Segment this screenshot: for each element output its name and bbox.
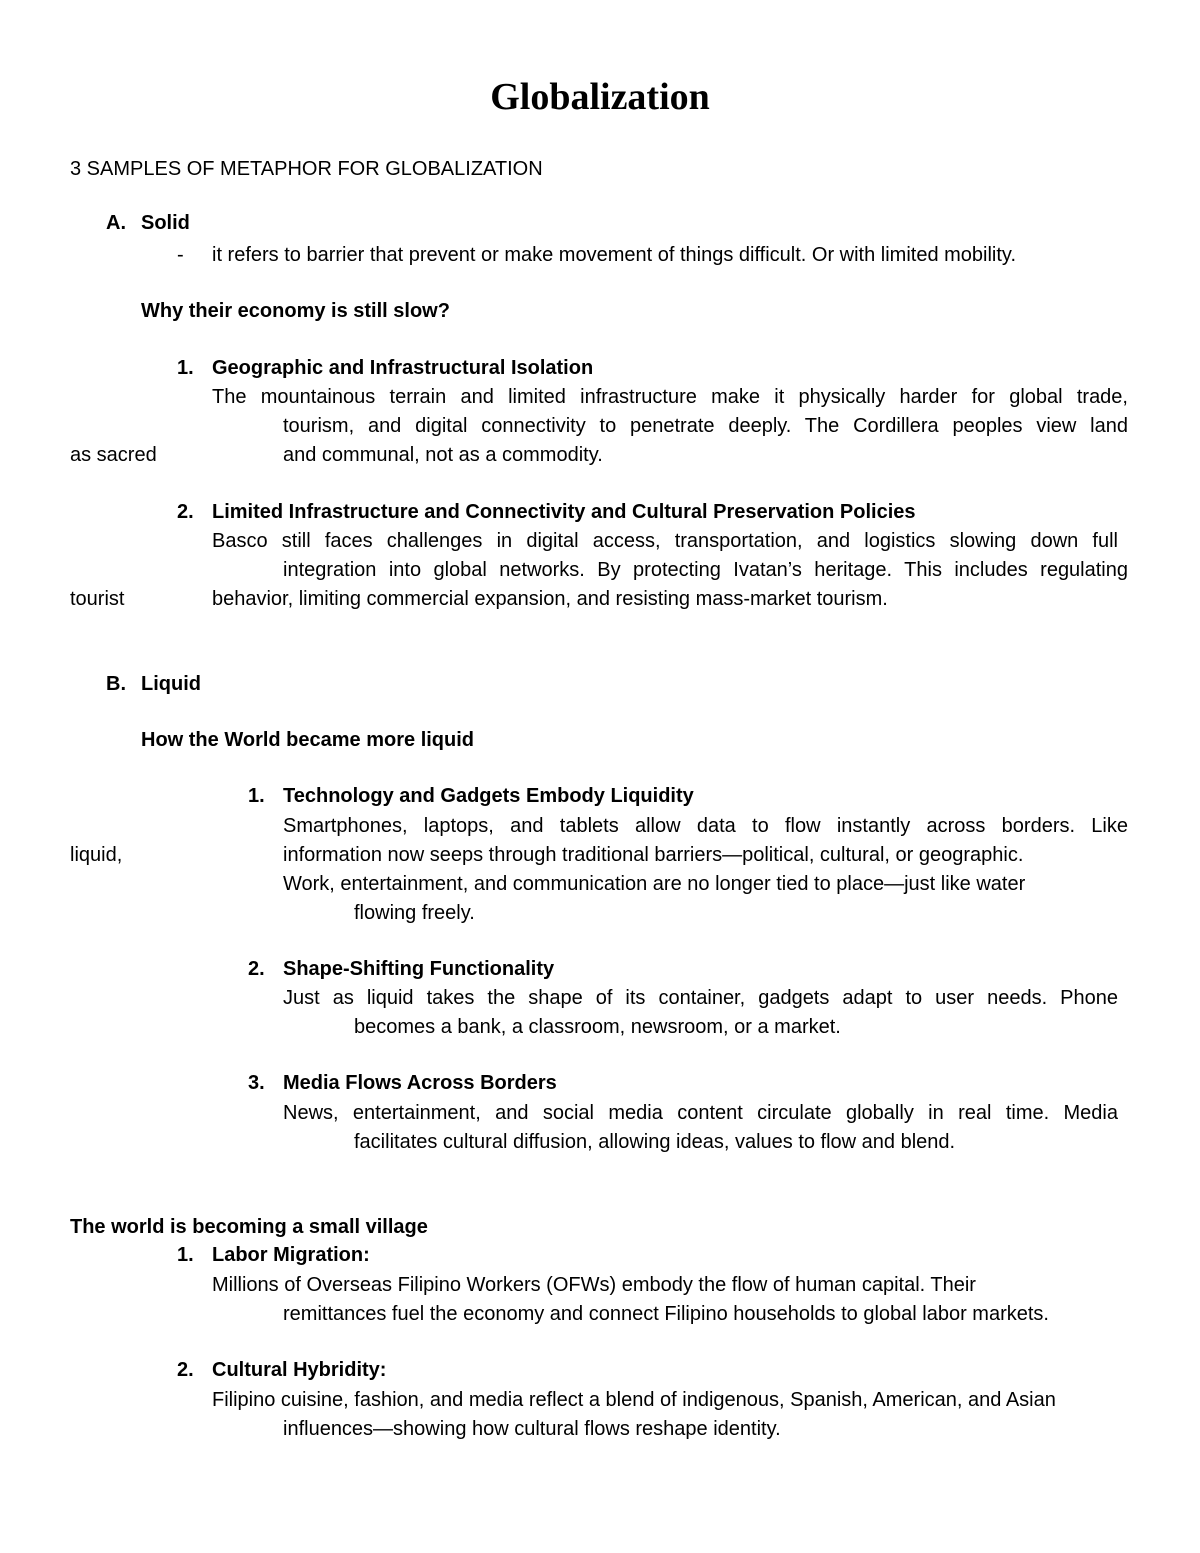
section-b-heading: Liquid <box>141 673 201 695</box>
liquid-item-1-text-line-1: Smartphones, laptops, and tablets allow data to flow instantly across borders. Like <box>283 815 1128 837</box>
village-item-2-number: 2. <box>177 1359 194 1381</box>
village-item-1-title: Labor Migration: <box>212 1244 370 1266</box>
liquid-item-2-text-line-2: becomes a bank, a classroom, newsroom, or a market. <box>354 1016 841 1038</box>
village-item-1-number: 1. <box>177 1244 194 1266</box>
subtitle: 3 SAMPLES OF METAPHOR FOR GLOBALIZATION <box>70 158 543 180</box>
liquid-item-3-text-line-2: facilitates cultural diffusion, allowing ideas, values to flow and blend. <box>354 1131 956 1153</box>
liquid-item-1-title: Technology and Gadgets Embody Liquidity <box>283 785 694 807</box>
solid-item-2-text-line-2: integration into global networks. By protecting Ivatan’s heritage. This includes regulating <box>283 559 1128 581</box>
solid-item-1-text-line-3: and communal, not as a commodity. <box>283 444 603 466</box>
liquid-item-1-text-line-2: information now seeps through traditional barriers—political, cultural, or geographic. <box>283 844 1024 866</box>
solid-item-1-text-line-1: The mountainous terrain and limited infrastructure make it physically harder for global trade, <box>212 386 1128 408</box>
solid-item-1-margin-text: as sacred <box>70 444 157 466</box>
village-item-2-text-line-1: Filipino cuisine, fashion, and media reflect a blend of indigenous, Spanish, American, and Asian <box>212 1389 1056 1411</box>
solid-question: Why their economy is still slow? <box>141 300 450 322</box>
liquid-item-3-number: 3. <box>248 1072 265 1094</box>
page-title: Globalization <box>490 76 710 118</box>
village-item-2-text-line-2: influences—showing how cultural flows reshape identity. <box>283 1418 781 1440</box>
liquid-item-3-text-line-1: News, entertainment, and social media content circulate globally in real time. Media <box>283 1102 1118 1124</box>
liquid-item-2-number: 2. <box>248 958 265 980</box>
solid-definition: it refers to barrier that prevent or make movement of things difficult. Or with limited mobility. <box>212 244 1017 266</box>
solid-item-1-number: 1. <box>177 357 194 379</box>
solid-item-1-title: Geographic and Infrastructural Isolation <box>212 357 594 379</box>
section-a-heading: Solid <box>141 212 190 234</box>
solid-item-2-title: Limited Infrastructure and Connectivity and Cultural Preservation Policies <box>212 501 916 523</box>
solid-item-2-text-line-1: Basco still faces challenges in digital access, transportation, and logistics slowing down full <box>212 530 1118 552</box>
village-item-1-text-line-2: remittances fuel the economy and connect Filipino households to global labor markets. <box>283 1303 1049 1325</box>
village-item-1-text-line-1: Millions of Overseas Filipino Workers (OFWs) embody the flow of human capital. Their <box>212 1274 976 1296</box>
solid-item-2-margin-text: tourist <box>70 588 125 610</box>
liquid-item-1-number: 1. <box>248 785 265 807</box>
bullet-dash: - <box>177 244 184 266</box>
section-b-marker: B. <box>106 673 126 695</box>
liquid-item-2-title: Shape-Shifting Functionality <box>283 958 555 980</box>
liquid-item-1-margin-text: liquid, <box>70 844 123 866</box>
village-item-2-title: Cultural Hybridity: <box>212 1359 387 1381</box>
liquid-item-2-text-line-1: Just as liquid takes the shape of its container, gadgets adapt to user needs. Phone <box>283 987 1118 1009</box>
solid-item-2-text-line-3: behavior, limiting commercial expansion, and resisting mass-market tourism. <box>212 588 888 610</box>
village-heading: The world is becoming a small village <box>70 1216 428 1238</box>
section-a-marker: A. <box>106 212 126 234</box>
solid-item-1-text-line-2: tourism, and digital connectivity to penetrate deeply. The Cordillera peoples view land <box>283 415 1128 437</box>
solid-item-2-number: 2. <box>177 501 194 523</box>
liquid-item-1-text-line-3: Work, entertainment, and communication are no longer tied to place—just like water <box>283 873 1026 895</box>
liquid-item-3-title: Media Flows Across Borders <box>283 1072 557 1094</box>
liquid-item-1-text-line-4: flowing freely. <box>354 902 475 924</box>
liquid-question: How the World became more liquid <box>141 729 475 751</box>
